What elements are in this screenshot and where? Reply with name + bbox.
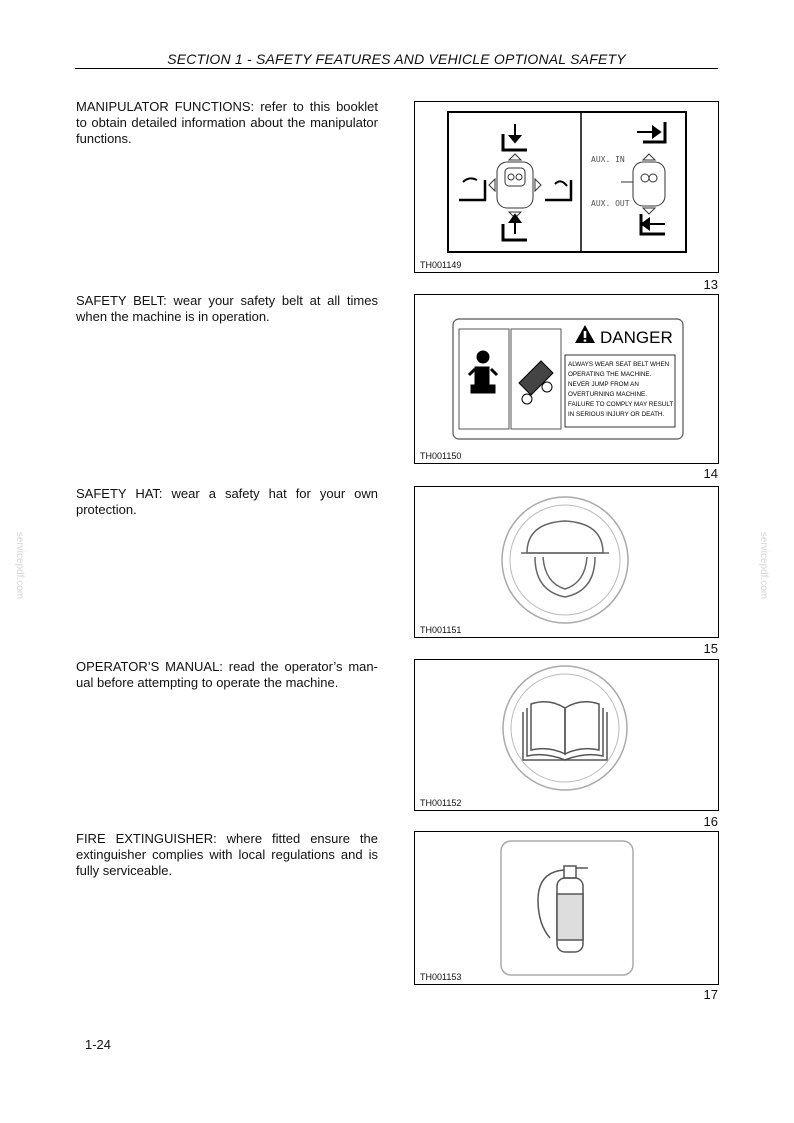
safety-hat-illustration (415, 487, 718, 637)
page-number: 1-24 (85, 1037, 112, 1052)
watermark-right: servicepdf.com (758, 531, 770, 600)
fire-extinguisher-illustration (415, 832, 718, 984)
figure-number: 15 (703, 641, 718, 656)
warning-line: ALWAYS WEAR SEAT BELT WHEN (568, 361, 670, 368)
figure-number: 17 (703, 987, 718, 1002)
joystick-icon (489, 154, 541, 218)
aux-in-label: AUX. IN (591, 155, 625, 164)
fire-extinguisher-text: FIRE EXTINGUISHER: where fitted ensure the extinguisher complies with local regulations and is fully serviceable. (76, 831, 378, 878)
manipulator-text: MANIPULATOR FUNCTIONS: refer to this booklet to obtain detailed information about the manipulator functions. (76, 99, 378, 146)
figure-number: 14 (703, 466, 718, 481)
section-header: SECTION 1 - SAFETY FEATURES AND VEHICLE OPTIONAL SAFETY (167, 51, 626, 67)
header-rule (75, 68, 718, 69)
operator-manual-illustration (415, 660, 718, 810)
watermark-left: servicepdf.com (14, 531, 26, 600)
operator-manual-text: OPERATOR’S MANUAL: read the operator’s manual before attempting to operate the machine. (76, 659, 378, 690)
figure-number: 16 (703, 814, 718, 829)
warning-line: NEVER JUMP FROM AN (568, 381, 639, 388)
warning-line: IN SERIOUS INJURY OR DEATH. (568, 411, 665, 418)
figure-number: 13 (703, 277, 718, 292)
seatbelt-person-icon (469, 351, 497, 393)
safety-hat-text: SAFETY HAT: wear a safety hat for your own protection. (76, 486, 378, 517)
warning-line: OVERTURNING MACHINE. (568, 391, 647, 398)
danger-triangle-icon (575, 325, 595, 343)
figure-manipulator (414, 101, 719, 273)
danger-heading: DANGER (600, 328, 673, 347)
figure-code: TH001149 (420, 260, 462, 270)
figure-code: TH001153 (420, 972, 462, 982)
overturning-machine-icon (519, 361, 553, 404)
figure-operator-manual (414, 659, 719, 811)
aux-out-label: AUX. OUT (591, 199, 630, 208)
figure-code: TH001151 (420, 625, 462, 635)
danger-decal-illustration (415, 295, 718, 463)
figure-code: TH001152 (420, 798, 462, 808)
warning-line: FAILURE TO COMPLY MAY RESULT (568, 401, 674, 408)
figure-fire-extinguisher (414, 831, 719, 985)
safety-belt-text: SAFETY BELT: wear your safety belt at all times when the machine is in operation. (76, 293, 378, 324)
manipulator-decal-illustration (415, 102, 718, 272)
figure-safety-hat (414, 486, 719, 638)
warning-line: OPERATING THE MACHINE. (568, 371, 652, 378)
figure-code: TH001150 (420, 451, 462, 461)
figure-safety-belt (414, 294, 719, 464)
